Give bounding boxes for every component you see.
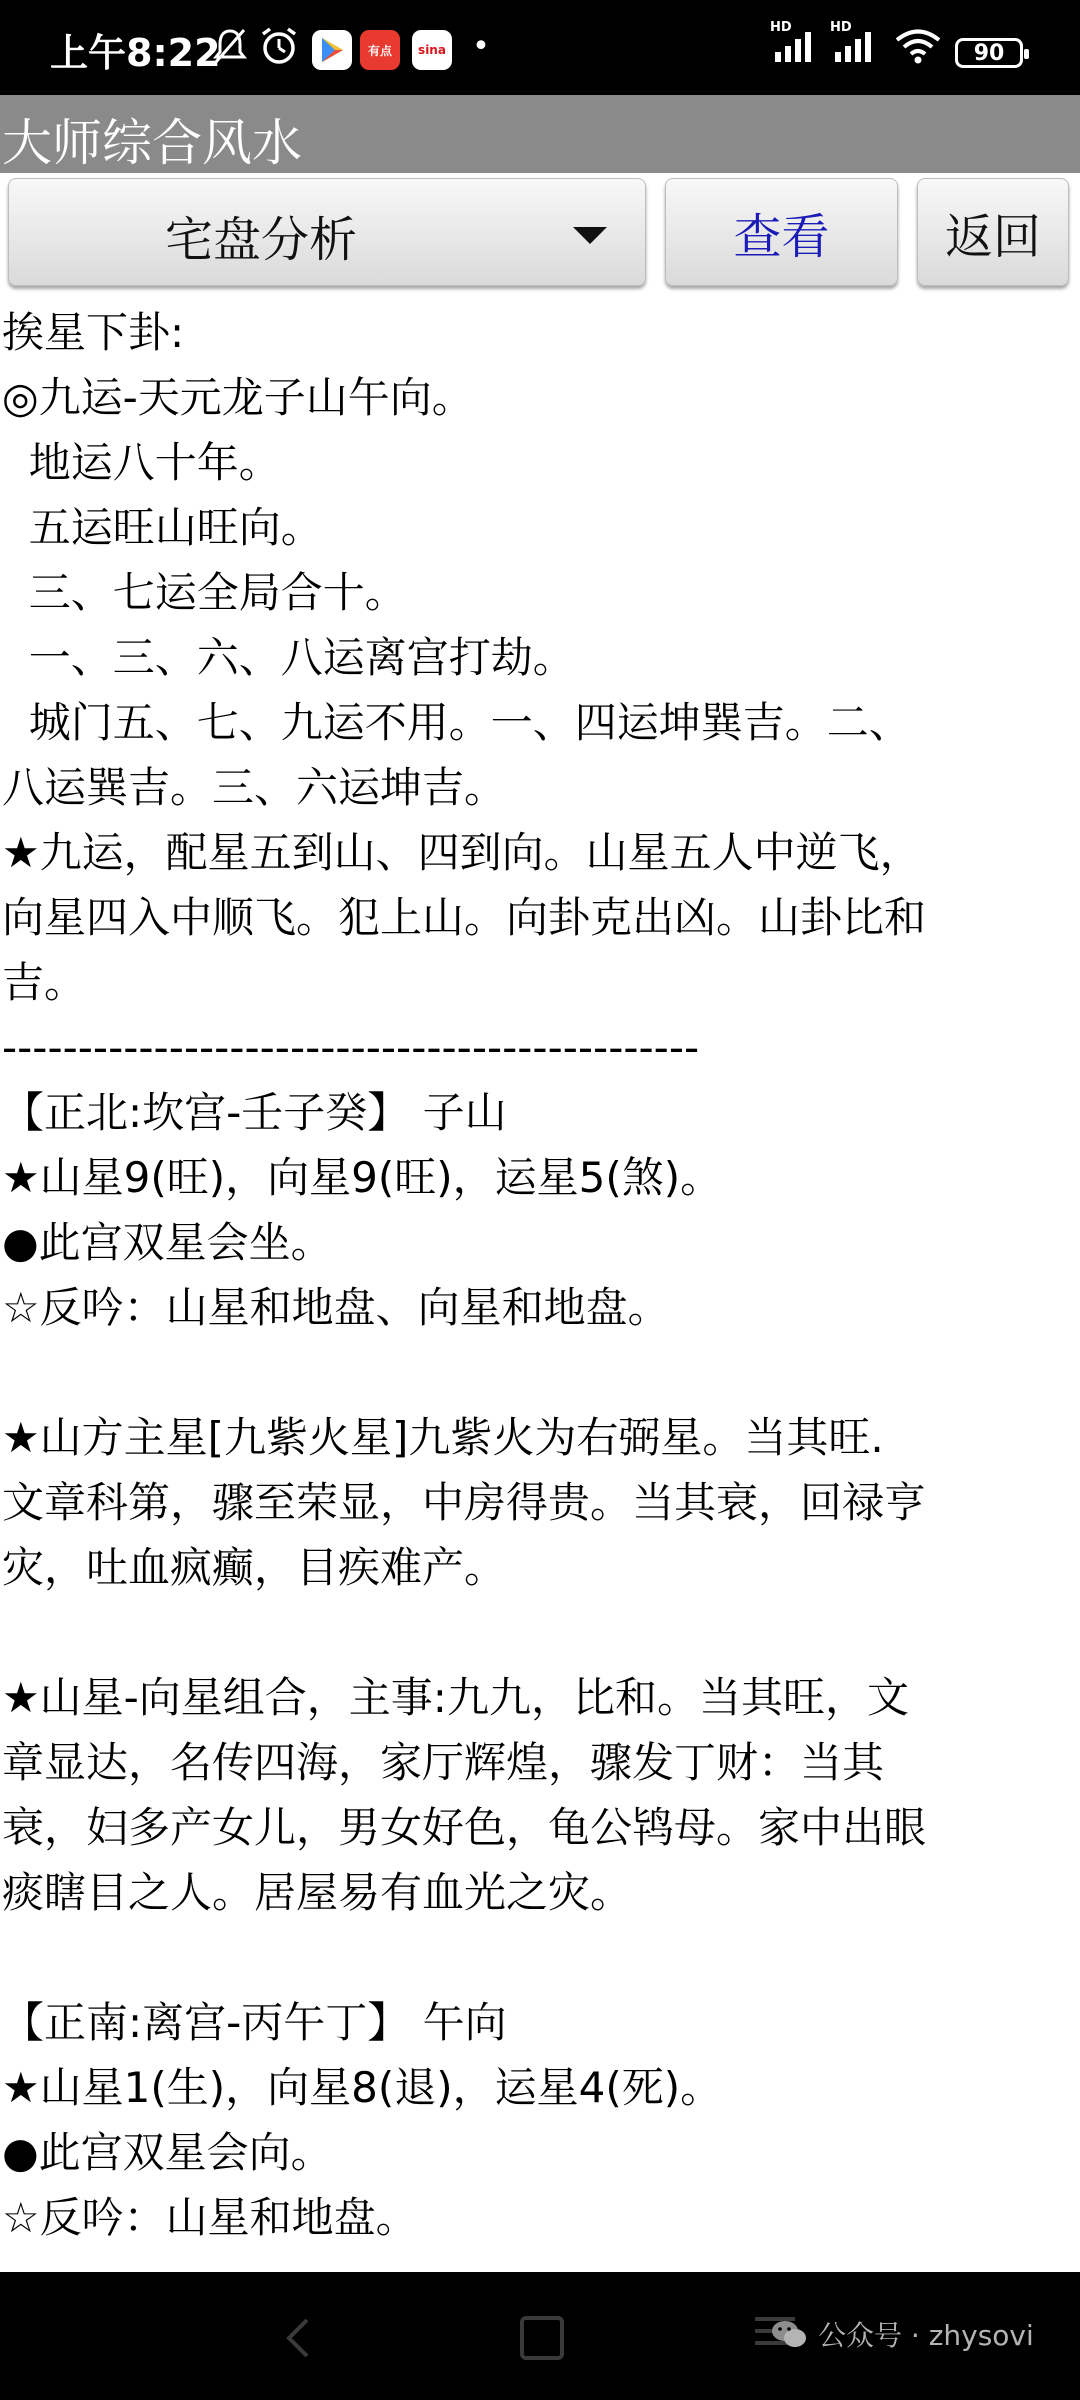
text-line: 衰，妇多产女儿，男女好色，龟公鸨母。家中出眼 xyxy=(2,1803,927,1852)
watermark-text: 公众号 · zhysovi xyxy=(818,2319,1034,2352)
blank-line xyxy=(0,1340,1080,1405)
view-button[interactable]: 查看 xyxy=(665,178,898,286)
text-line: ☆反吟：山星和地盘。 xyxy=(2,2193,418,2242)
text-line: 三、七运全局合十。 xyxy=(2,568,407,617)
text-line: ★山星9(旺)，向星9(旺)，运星5(煞)。 xyxy=(2,1153,723,1202)
signal-icon-2 xyxy=(830,20,882,66)
wifi-icon xyxy=(893,26,943,66)
signal-icon xyxy=(770,20,822,66)
chevron-down-icon xyxy=(573,227,607,244)
back-button[interactable]: 返回 xyxy=(917,178,1069,286)
text-line: 灾，吐血疯癫，目疾难产。 xyxy=(2,1543,507,1592)
text-line: 文章科第，骤至荣显，中房得贵。当其衰，回禄亨 xyxy=(2,1478,927,1527)
hd-label-2: HD xyxy=(830,20,852,35)
text-line: 挨星下卦: xyxy=(2,308,185,357)
text-line: 痰瞎目之人。居屋易有血光之灾。 xyxy=(2,1868,633,1917)
text-line: ☆反吟：山星和地盘、向星和地盘。 xyxy=(2,1283,670,1332)
notification-dot: • xyxy=(472,28,490,64)
hd-label: HD xyxy=(770,20,792,35)
text-line: 城门五、七、九运不用。一、四运坤巽吉。二、 xyxy=(2,698,911,747)
text-line: 向星四入中顺飞。犯上山。向卦克出凶。山卦比和 xyxy=(2,893,927,942)
news-app-icon: 有点 xyxy=(360,30,400,70)
mute-icon xyxy=(210,26,250,66)
text-line: 一、三、六、八运离宫打劫。 xyxy=(2,633,575,682)
analysis-type-dropdown[interactable] xyxy=(8,178,646,286)
alarm-icon xyxy=(258,26,300,66)
wechat-icon xyxy=(770,2319,808,2349)
play-store-icon xyxy=(312,30,352,70)
blank-line xyxy=(0,1925,1080,1990)
status-bar xyxy=(0,0,1080,95)
text-line: 【正南:离宫-丙午丁】 午向 xyxy=(2,1998,507,2047)
text-line: ●此宫双星会向。 xyxy=(2,2128,333,2177)
text-line: 八运巽吉。三、六运坤吉。 xyxy=(2,763,507,812)
status-time: 上午8:22 xyxy=(50,31,221,75)
text-line: 五运旺山旺向。 xyxy=(2,503,323,552)
analysis-text xyxy=(0,300,1080,2250)
blank-line xyxy=(0,1600,1080,1665)
sina-icon: sina xyxy=(412,30,452,70)
text-line: ★山星1(生)，向星8(退)，运星4(死)。 xyxy=(2,2063,723,2112)
divider-line: ---------------------------------------------- xyxy=(2,1023,700,1072)
text-line: ★山方主星[九紫火星]九紫火为右弼星。当其旺. xyxy=(2,1413,884,1462)
dropdown-selected-value: 宅盘分析 xyxy=(165,212,358,268)
home-nav-icon[interactable] xyxy=(520,2316,564,2360)
text-line: 吉。 xyxy=(2,958,87,1007)
text-line: ●此宫双星会坐。 xyxy=(2,1218,333,1267)
back-nav-icon[interactable] xyxy=(283,2316,313,2364)
app-title-bar xyxy=(0,95,1080,173)
battery-icon: 90 xyxy=(955,38,1023,68)
navigation-bar xyxy=(0,2272,1080,2400)
text-line: 【正北:坎宫-壬子癸】 子山 xyxy=(2,1088,507,1137)
text-line: 地运八十年。 xyxy=(2,438,281,487)
text-line: ★山星-向星组合，主事:九九，比和。当其旺，文 xyxy=(2,1673,909,1722)
watermark xyxy=(770,2314,1034,2354)
text-line: ◎九运-天元龙子山午向。 xyxy=(2,373,474,422)
text-line: ★九运，配星五到山、四到向。山星五人中逆飞， xyxy=(2,828,922,877)
app-title: 大师综合风水 xyxy=(2,114,302,172)
text-line: 章显达，名传四海，家厅辉煌，骤发丁财：当其 xyxy=(2,1738,885,1787)
